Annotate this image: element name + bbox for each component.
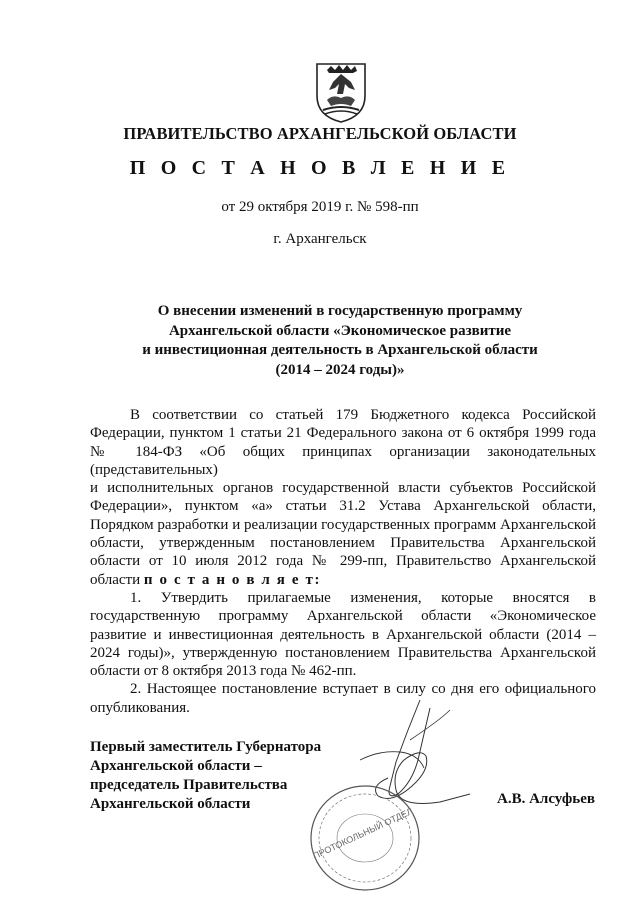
coat-of-arms-icon <box>313 60 369 124</box>
signatory-line: Архангельской области – <box>90 758 262 774</box>
colon: : <box>314 571 322 588</box>
document-type: П О С Т А Н О В Л Е Н И Е <box>129 157 511 179</box>
paragraph-item-1: 1. Утвердить прилагаемые изменения, которые вносятся в государственную программу Архангельской области «Экономическое развитие и инвестиционная деятельность в Архангельской области (2014 – 2024 годы)», утвержденную постановлением Правительства Архангельской области от 8 октября 2013 года № 462-пп. <box>90 589 596 680</box>
city: г. Архангельск <box>273 231 367 247</box>
paragraph-item-2: 2. Настоящее постановление вступает в силу со дня его официального опубликования. <box>90 681 596 716</box>
signatory-line: Первый заместитель Губернатора <box>90 739 322 755</box>
decrees-keyword: п о с т а н о в л я е т <box>143 571 315 588</box>
date-and-number: от 29 октября 2019 г. № 598-пп <box>221 199 419 215</box>
stamp-text: ПРОТОКОЛЬНЫЙ ОТДЕЛ <box>311 805 415 862</box>
paragraph-preamble-part2 <box>90 479 596 589</box>
title-line: (2014 – 2024 годы)» <box>275 361 405 378</box>
signatory-line: председатель Правительства <box>90 777 288 793</box>
signatory-position <box>90 738 321 814</box>
government-name: ПРАВИТЕЛЬСТВО АРХАНГЕЛЬСКОЙ ОБЛАСТИ <box>123 124 517 143</box>
document-title <box>90 302 590 380</box>
title-line: Архангельской области «Экономическое развитие <box>168 322 512 339</box>
document-body <box>90 406 596 717</box>
title-line: О внесении изменений в государственную программу <box>157 303 523 319</box>
signatory-line: Архангельской области <box>90 796 251 812</box>
paragraph-preamble-part1: В соответствии со статьей 179 Бюджетного кодекса Российской Федерации, пунктом 1 статьи 21 Федерального закона от 6 октября 1999 года № 184-ФЗ «Об общих принципах организации законодательных (представительных) <box>90 407 596 478</box>
title-line: и инвестиционная деятельность в Архангельской области <box>142 342 538 358</box>
signatory-name: А.В. Алсуфьев <box>497 791 595 807</box>
round-seal-stamp <box>305 780 425 895</box>
preamble-text: и исполнительных органов государственной власти субъектов Российской Федерации», пунктом «а» статьи 31.2 Устава Архангельской области, Порядком разработки и реализации государственных программ Архангельской области, утвержденным постановлением Правительства Архангельской области от 10 июля 2012 года № 299-пп, Правительство Архангельской области <box>90 480 596 588</box>
